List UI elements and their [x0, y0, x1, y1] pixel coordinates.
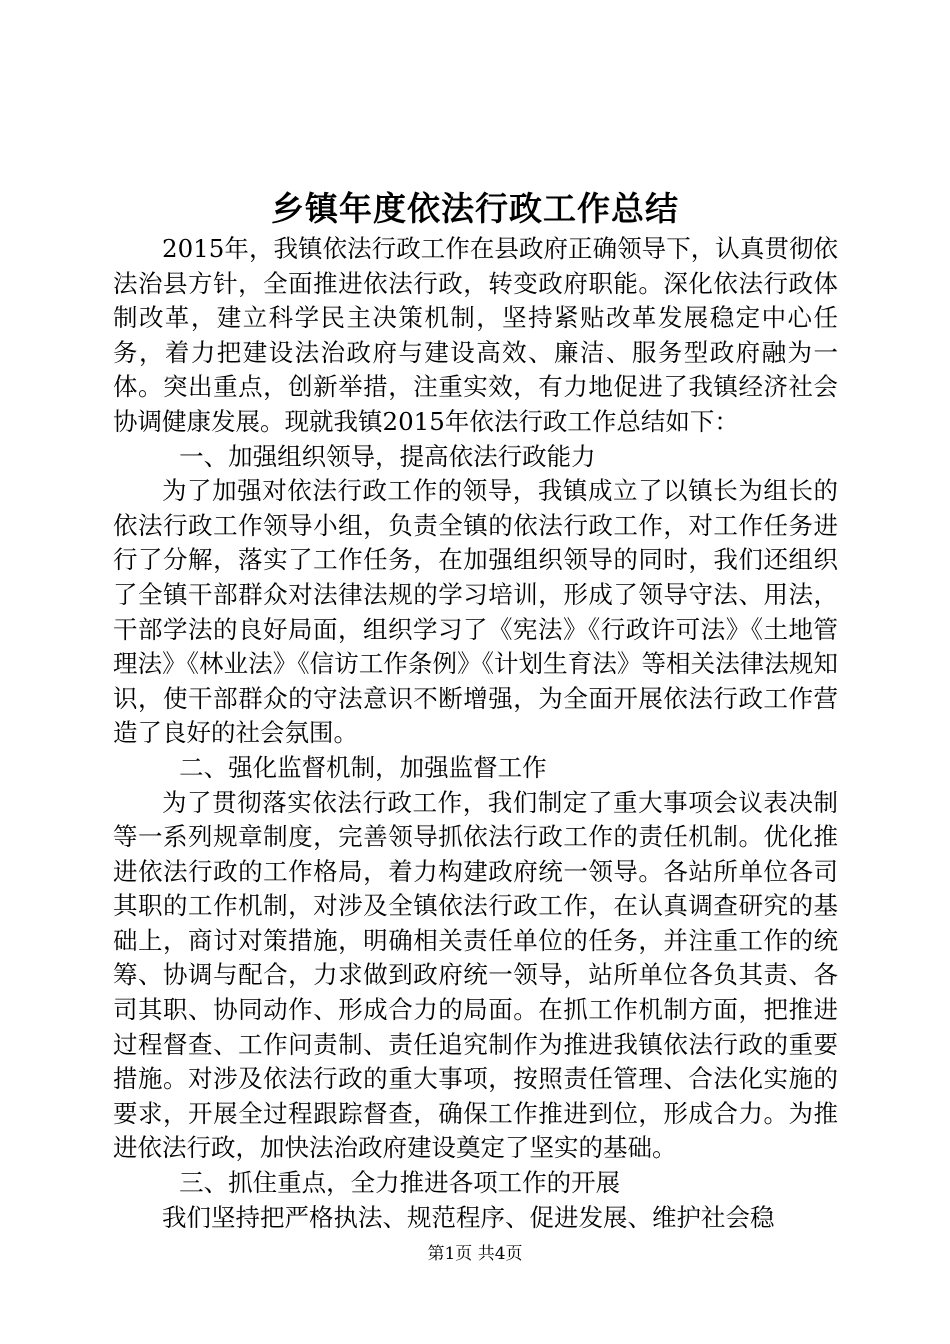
- intro-paragraph: 2015年，我镇依法行政工作在县政府正确领导下，认真贯彻依法治县方针，全面推进依法行政，转变政府职能。深化依法行政体制改革，建立科学民主决策机制，坚持紧贴改革发展稳定中心任务，着力把建设法治政府与建设高效、廉洁、服务型政府融为一体。突出重点，创新举措，注重实效，有力地促进了我镇经济社会协调健康发展。现就我镇2015年依法行政工作总结如下：: [113, 234, 838, 436]
- section-heading-3: 三、抓住重点，全力推进各项工作的开展: [179, 1168, 621, 1198]
- section-1-paragraph: 为了加强对依法行政工作的领导，我镇成立了以镇长为组长的依法行政工作领导小组，负责全镇的依法行政工作，对工作任务进行了分解，落实了工作任务，在加强组织领导的同时，我们还组织了全镇干部群众对法律法规的学习培训，形成了领导守法、用法，干部学法的良好局面，组织学习了《宪法》《行政许可法》《土地管理法》《林业法》《信访工作条例》《计划生育法》等相关法律法规知识，使干部群众的守法意识不断增强，为全面开展依法行政工作营造了良好的社会氛围。: [113, 476, 838, 748]
- section-3-paragraph: 我们坚持把严格执法、规范程序、促进发展、维护社会稳: [162, 1202, 775, 1232]
- section-heading-1: 一、加强组织领导，提高依法行政能力: [179, 441, 596, 471]
- page-footer: 第1页 共4页: [427, 1244, 523, 1264]
- section-heading-2: 二、强化监督机制，加强监督工作: [179, 752, 547, 782]
- section-2-paragraph: 为了贯彻落实依法行政工作，我们制定了重大事项会议表决制等一系列规章制度，完善领导抓依法行政工作的责任机制。优化推进依法行政的工作格局，着力构建政府统一领导。各站所单位各司其职的工作机制，对涉及全镇依法行政工作，在认真调查研究的基础上，商讨对策措施，明确相关责任单位的任务，并注重工作的统筹、协调与配合，力求做到政府统一领导，站所单位各负其责、各司其职、协同动作、形成合力的局面。在抓工作机制方面，把推进过程督查、工作问责制、责任追究制作为推进我镇依法行政的重要措施。对涉及依法行政的重大事项，按照责任管理、合法化实施的要求，开展全过程跟踪督查，确保工作推进到位，形成合力。为推进依法行政，加快法治政府建设奠定了坚实的基础。: [113, 787, 838, 1163]
- document-title: 乡镇年度依法行政工作总结: [271, 189, 679, 228]
- document-body: [113, 232, 838, 1235]
